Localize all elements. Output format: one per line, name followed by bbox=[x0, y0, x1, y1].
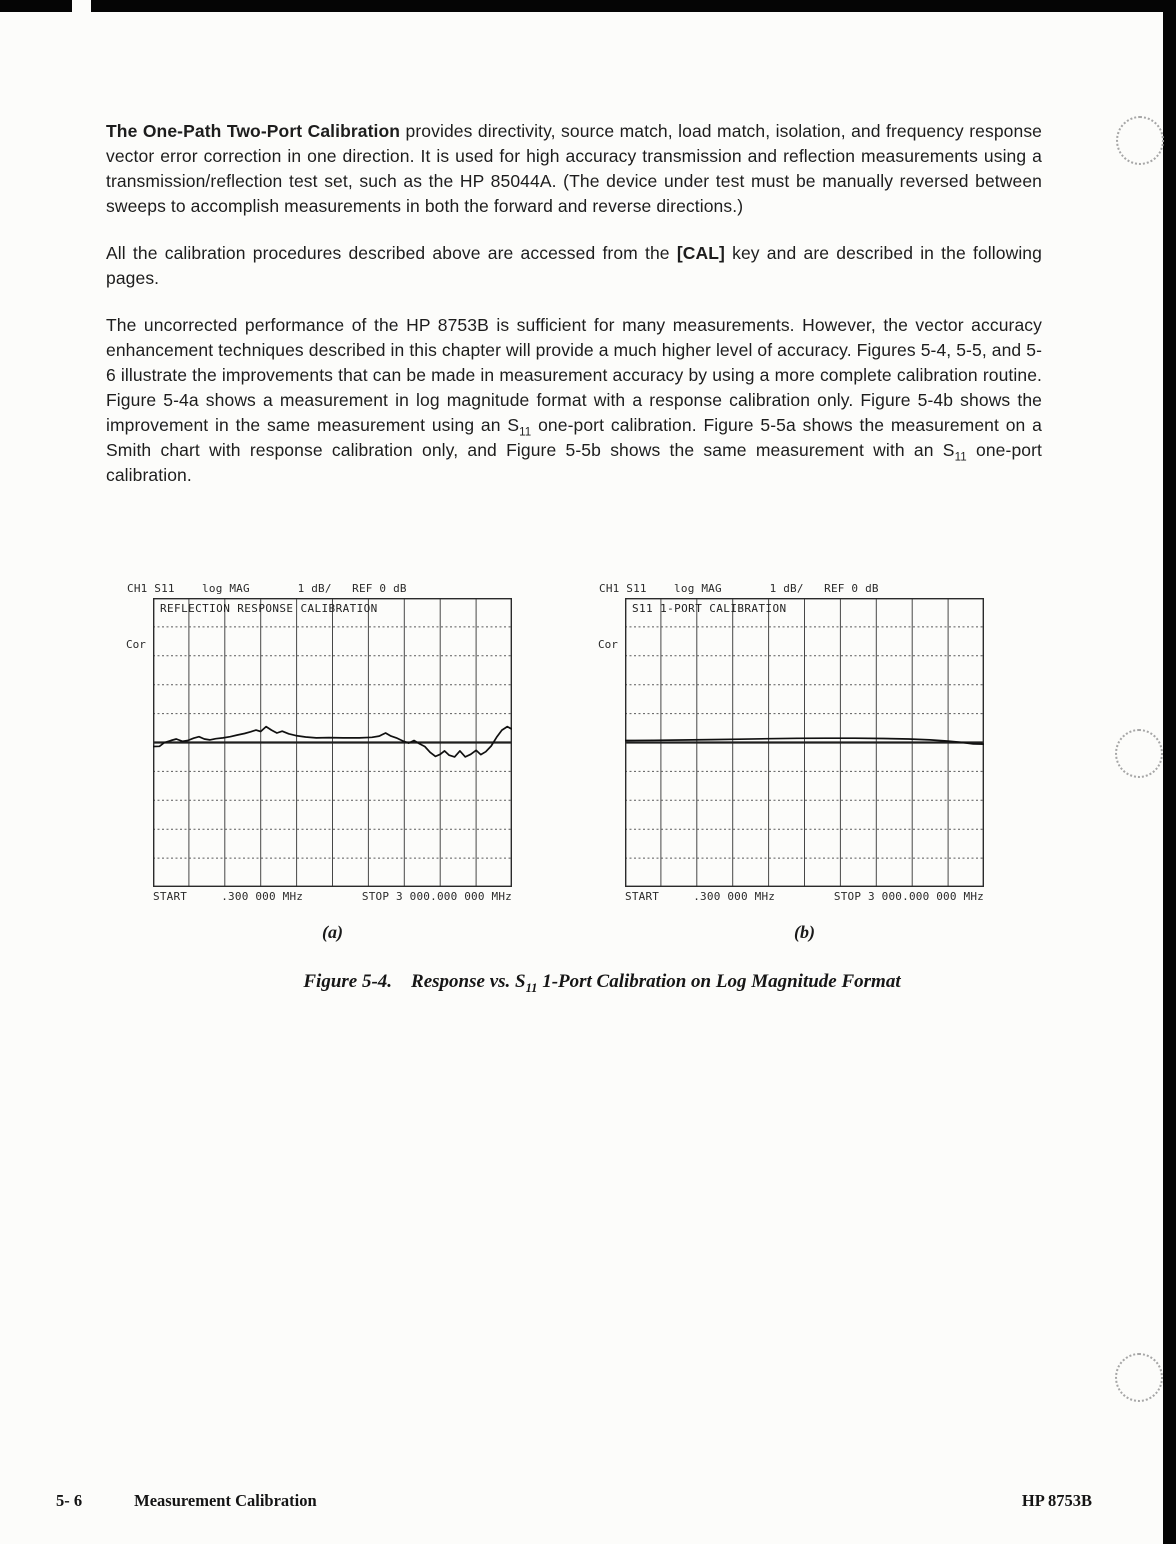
stop-frequency-label: STOP 3 000.000 000 MHz bbox=[833, 890, 984, 903]
chart-header: CH1 S11 log MAG 1 dB/ REF 0 dB bbox=[599, 582, 879, 595]
stop-frequency-label: STOP 3 000.000 000 MHz bbox=[361, 890, 512, 903]
punch-hole-mark bbox=[1115, 1353, 1163, 1402]
correction-status-label: Cor bbox=[126, 638, 146, 651]
footer-product-name: HP 8753B bbox=[1021, 1491, 1092, 1510]
analyzer-plot-b bbox=[599, 583, 999, 943]
body-paragraph: The uncorrected performance of the HP 8753B is sufficient for many measurements. However, the vector accuracy enhancement techniques described in this chapter will provide a much higher level of accuracy. Figures 5-4, 5-5, and 5-6 illustrate the improvements that can be made in measurement accuracy by using a more complete calibration routine. Figure 5-4a shows a measurement in log magnitude format with a response calibration only. Figure 5-4b shows the improvement in the same measurement using an $S_{11}$ one-port calibration. Figure 5-5a shows the measurement on a Smith chart with response calibration only, and Figure 5-5b shows the same measurement with an $S_{11}$ one-port calibration. bbox=[106, 315, 1042, 485]
panel-label-b: (b) bbox=[794, 922, 815, 942]
chart-annotation: S11 1-PORT CALIBRATION bbox=[632, 602, 787, 615]
body-paragraph: The One-Path Two-Port Calibration provides directivity, source match, load match, isolation, and frequency response vector error correction in one direction. It is used for high accuracy transmission and reflection measurements using a transmission/reflection test set, such as the HP 85044A. (The device under test must be manually reversed between sweeps to accomplish measurements in both the forward and reverse directions.) bbox=[106, 121, 1043, 216]
correction-status-label: Cor bbox=[598, 638, 618, 651]
scan-artifact-top-notch bbox=[72, 0, 91, 12]
panel-label-a: (a) bbox=[322, 922, 343, 942]
figure-caption: Figure 5-4. Response vs. $S_{11}$ 1-Port Calibration on Log Magnitude Format bbox=[303, 971, 901, 995]
page-number: 5- 6 bbox=[56, 1491, 83, 1510]
footer-section-title: Measurement Calibration bbox=[134, 1491, 317, 1510]
start-frequency-label: START .300 000 MHz bbox=[153, 890, 304, 903]
start-frequency-label: START .300 000 MHz bbox=[625, 890, 776, 903]
page-footer bbox=[56, 1491, 1092, 1511]
scan-artifact-top-bar bbox=[0, 0, 1176, 12]
figure-5-4 bbox=[0, 583, 1176, 953]
punch-hole-mark bbox=[1116, 116, 1164, 165]
body-text bbox=[106, 119, 1042, 510]
chart-header: CH1 S11 log MAG 1 dB/ REF 0 dB bbox=[127, 582, 407, 595]
analyzer-plot-a bbox=[127, 583, 527, 943]
body-paragraph: All the calibration procedures described above are accessed from the [CAL] key and are described in the following pages. bbox=[106, 243, 1042, 288]
chart-annotation: REFLECTION RESPONSE CALIBRATION bbox=[160, 602, 378, 615]
